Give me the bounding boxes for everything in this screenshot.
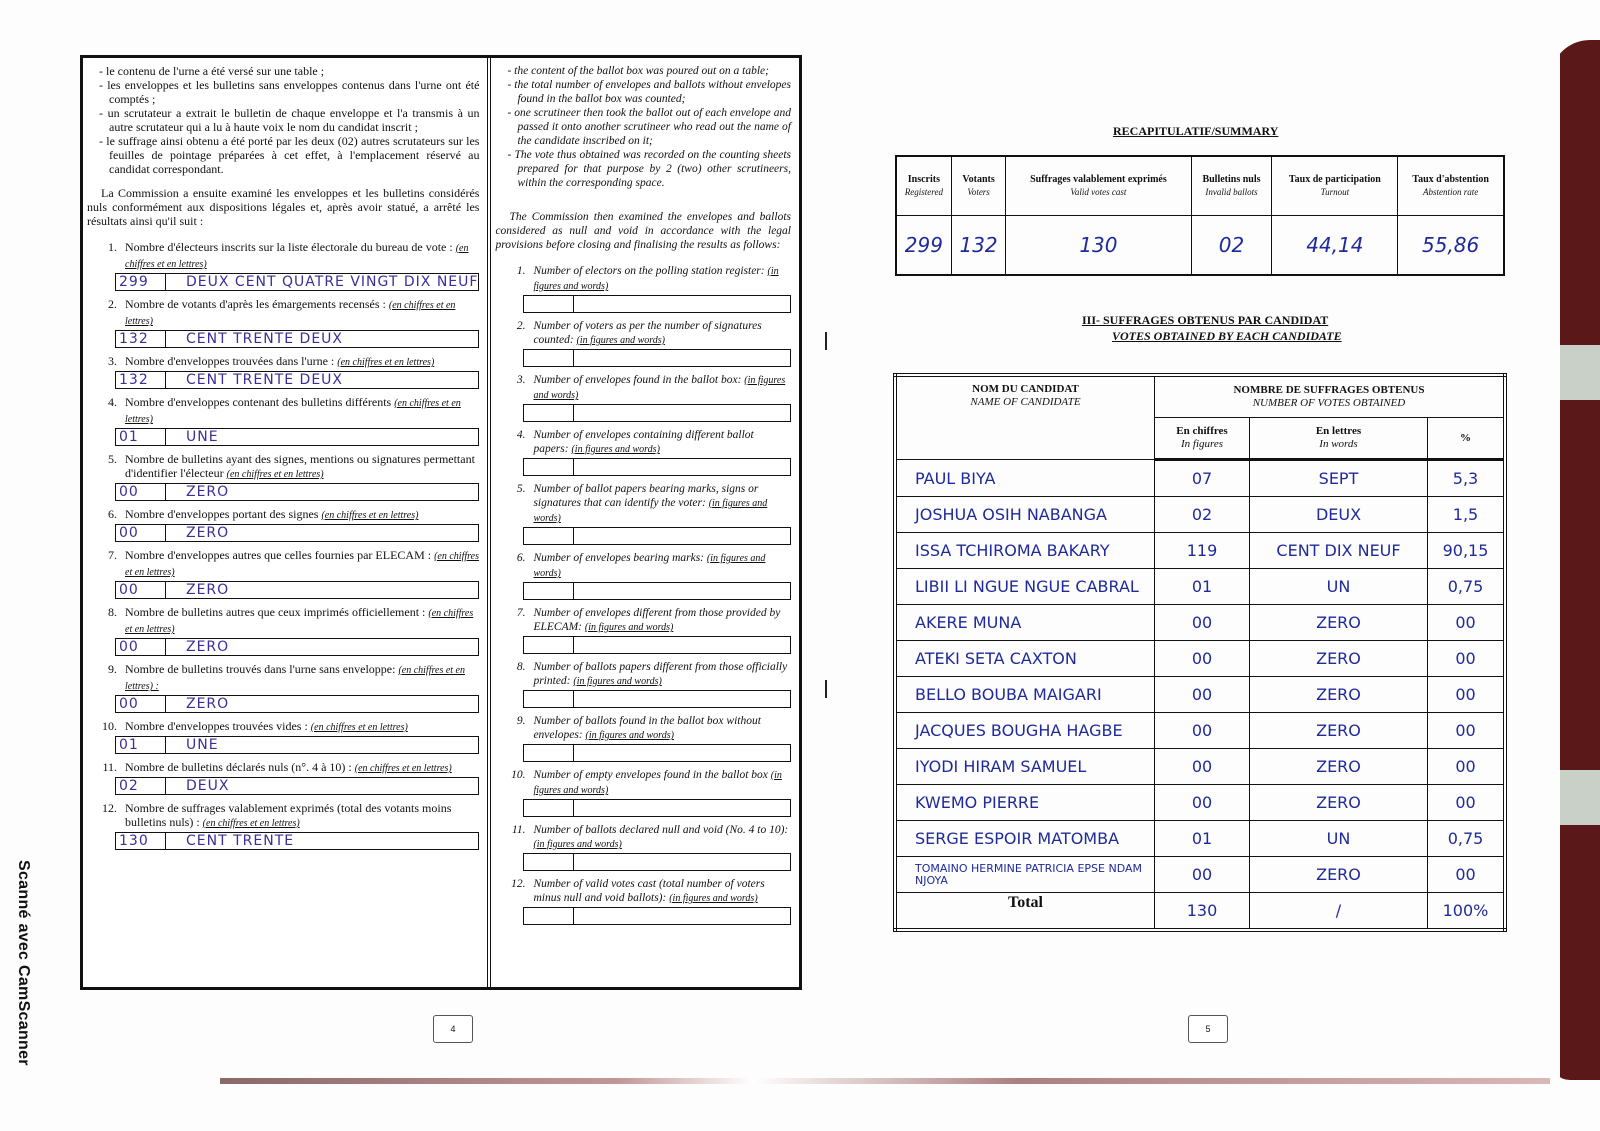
english-item-3 <box>499 373 791 422</box>
answer-box[interactable] <box>523 690 791 708</box>
answer-figures[interactable]: 00 <box>116 525 166 541</box>
item-number: 7. <box>516 607 526 619</box>
candidate-votes-words: ZERO <box>1250 677 1428 713</box>
french-item-2 <box>91 297 479 348</box>
item-number: 8. <box>516 661 526 673</box>
summary-values-row <box>896 216 1504 276</box>
candidate-row <box>895 749 1505 785</box>
answer-figures[interactable] <box>524 405 574 421</box>
candidates-title-fr: III- SUFFRAGES OBTENUS PAR CANDIDAT <box>1082 313 1329 327</box>
candidate-votes-words: ZERO <box>1250 641 1428 677</box>
answer-figures[interactable] <box>524 528 574 544</box>
answer-box[interactable] <box>115 273 479 291</box>
item-question <box>499 823 791 852</box>
candidate-row <box>895 713 1505 749</box>
item-hint: (en chiffres et en lettres) <box>226 469 324 480</box>
candidate-percent: 00 <box>1428 605 1506 641</box>
english-procedure-list <box>499 64 791 190</box>
answer-words[interactable]: ZERO <box>186 640 230 654</box>
item-hint: (en chiffres et en lettres) <box>125 243 469 270</box>
answer-figures[interactable]: 00 <box>116 639 166 655</box>
english-item-12 <box>499 877 791 925</box>
item-question <box>499 551 791 581</box>
summary-header-voters: Votants Voters <box>951 156 1006 216</box>
candidate-percent: 1,5 <box>1428 497 1506 533</box>
english-item-9 <box>499 714 791 762</box>
header-in-words: En lettres In words <box>1250 418 1428 460</box>
item-text: Nombre d'électeurs inscrits sur la liste électorale du bureau de vote : (en chiffres et en lettres) <box>125 240 469 270</box>
candidate-name: BELLO BOUBA MAIGARI <box>895 677 1155 713</box>
answer-figures[interactable] <box>524 691 574 707</box>
french-procedure-list <box>91 64 479 176</box>
answer-words[interactable]: CENT TRENTE <box>186 834 295 848</box>
answer-words[interactable]: ZERO <box>186 697 230 711</box>
english-item-8 <box>499 660 791 708</box>
item-text: Number of envelopes found in the ballot box: (in figures and words) <box>533 374 786 401</box>
item-text: Number of voters as per the number of signatures counted: (in figures and words) <box>533 320 762 346</box>
french-item-8 <box>91 605 479 656</box>
item-number: 3. <box>516 374 526 386</box>
french-item-11 <box>91 760 479 795</box>
english-intro: The Commission then examined the envelopes and ballots considered as null and void in accordance with the legal provisions before closing and finalising the results as follows: <box>495 211 791 251</box>
french-item-1 <box>91 240 479 291</box>
candidates-table <box>893 373 1507 932</box>
answer-figures[interactable]: 130 <box>116 833 166 849</box>
summary-valid-votes-value: 130 <box>1006 216 1191 276</box>
candidate-row <box>895 821 1505 857</box>
candidate-name: KWEMO PIERRE <box>895 785 1155 821</box>
candidate-votes-words: UN <box>1250 569 1428 605</box>
summary-header-row <box>896 156 1504 216</box>
candidate-percent: 00 <box>1428 677 1506 713</box>
summary-registered-value: 299 <box>896 216 951 276</box>
french-item-9 <box>91 662 479 713</box>
item-question <box>91 297 479 329</box>
candidate-row <box>895 677 1505 713</box>
candidate-votes-words: ZERO <box>1250 785 1428 821</box>
candidate-name: PAUL BIYA <box>895 460 1155 497</box>
header-candidate-name: NOM DU CANDIDAT NAME OF CANDIDATE <box>895 375 1155 460</box>
candidate-name: TOMAINO HERMINE PATRICIA EPSE NDAM NJOYA <box>895 857 1155 893</box>
summary-header-invalid: Bulletins nuls Invalid ballots <box>1191 156 1272 216</box>
item-number: 11. <box>102 760 117 774</box>
candidate-votes-words: ZERO <box>1250 749 1428 785</box>
candidate-votes-words: ZERO <box>1250 605 1428 641</box>
item-number: 10. <box>102 719 117 733</box>
candidate-votes-figures: 00 <box>1155 605 1250 641</box>
item-number: 9. <box>108 662 117 676</box>
candidates-header-row <box>895 375 1505 418</box>
candidate-row <box>895 785 1505 821</box>
candidate-votes-figures: 07 <box>1155 460 1250 497</box>
candidate-votes-words: CENT DIX NEUF <box>1250 533 1428 569</box>
answer-words[interactable]: ZERO <box>186 485 230 499</box>
candidate-name: ATEKI SETA CAXTON <box>895 641 1155 677</box>
item-text: Number of valid votes cast (total number of voters minus null and void ballots): (in figures and words) <box>533 878 765 904</box>
summary-abstention-value: 55,86 <box>1398 216 1504 276</box>
answer-figures[interactable] <box>524 800 574 816</box>
total-words: / <box>1250 893 1428 931</box>
item-text: Nombre de bulletins déclarés nuls (n°. 4 à 10) : (en chiffres et en lettres) <box>125 760 452 774</box>
candidate-name: SERGE ESPOIR MATOMBA <box>895 821 1155 857</box>
item-text: Nombre de votants d'après les émargements recensés : (en chiffres et en lettres) <box>125 297 456 327</box>
candidate-name: IYODI HIRAM SAMUEL <box>895 749 1155 785</box>
item-text: Nombre d'enveloppes portant des signes (en chiffres et en lettres) <box>125 507 419 521</box>
english-item-5 <box>499 482 791 545</box>
summary-voters-value: 132 <box>951 216 1006 276</box>
item-hint: (en chiffres et en lettres) <box>337 357 435 368</box>
english-bullet: - the total number of envelopes and ballots without envelopes found in the ballot box was counted; <box>517 78 791 106</box>
summary-title: RECAPITULATIF/SUMMARY <box>1113 124 1279 138</box>
answer-figures[interactable]: 132 <box>116 372 166 388</box>
answer-box[interactable] <box>523 349 791 367</box>
answer-words[interactable]: UNE <box>186 430 219 444</box>
item-hint: (in figures and words) <box>669 893 758 904</box>
candidate-row <box>895 641 1505 677</box>
answer-figures[interactable] <box>524 459 574 475</box>
candidate-votes-figures: 00 <box>1155 857 1250 893</box>
item-question <box>499 482 791 526</box>
item-number: 6. <box>516 552 526 564</box>
item-hint: (in figures and words) <box>533 498 768 524</box>
answer-box[interactable] <box>115 371 479 389</box>
item-text: Number of ballots found in the ballot box without envelopes: (in figures and words) <box>533 715 761 741</box>
item-text: Number of electors on the polling station register: (in figures and words) <box>533 265 779 292</box>
answer-figures[interactable] <box>524 296 574 312</box>
french-item-10 <box>91 719 479 754</box>
candidate-votes-figures: 00 <box>1155 677 1250 713</box>
answer-box[interactable] <box>115 581 479 599</box>
answer-box[interactable] <box>115 428 479 446</box>
candidate-row <box>895 569 1505 605</box>
summary-header-registered: Inscrits Registered <box>896 156 951 216</box>
english-item-6 <box>499 551 791 600</box>
item-question <box>499 768 791 798</box>
item-number: 9. <box>516 715 526 727</box>
candidate-percent: 00 <box>1428 713 1506 749</box>
candidate-name: ISSA TCHIROMA BAKARY <box>895 533 1155 569</box>
item-question <box>91 605 479 637</box>
candidate-percent: 00 <box>1428 749 1506 785</box>
item-hint: (en chiffres et en lettres) <box>125 608 474 635</box>
answer-box[interactable] <box>115 736 479 754</box>
answer-box[interactable] <box>523 527 791 545</box>
bottom-edge-strip <box>220 1078 1550 1084</box>
summary-header-turnout: Taux de participation Turnout <box>1272 156 1398 216</box>
french-column <box>83 58 491 987</box>
answer-box[interactable] <box>115 777 479 795</box>
answer-figures[interactable] <box>524 350 574 366</box>
answer-figures[interactable] <box>524 637 574 653</box>
answer-box[interactable] <box>115 330 479 348</box>
candidate-votes-words: DEUX <box>1250 497 1428 533</box>
english-item-10 <box>499 768 791 817</box>
page-number-right: 5 <box>1188 1015 1228 1043</box>
candidate-votes-figures: 00 <box>1155 785 1250 821</box>
item-question <box>91 395 479 427</box>
candidate-percent: 00 <box>1428 641 1506 677</box>
answer-figures[interactable]: 01 <box>116 737 166 753</box>
item-question <box>91 719 479 735</box>
english-bullet: - one scrutineer then took the ballot out of each envelope and passed it onto another scrutineer who read out the name of the candidate inscribed on it; <box>517 106 791 148</box>
answer-box[interactable] <box>523 907 791 925</box>
item-number: 5. <box>516 483 526 495</box>
item-number: 2. <box>516 320 526 332</box>
french-bullet: - le contenu de l'urne a été versé sur une table ; <box>109 64 479 78</box>
item-number: 7. <box>108 548 117 562</box>
candidate-row <box>895 857 1505 893</box>
header-votes-obtained: NOMBRE DE SUFFRAGES OBTENUS NUMBER OF VOTES OBTAINED <box>1155 375 1506 418</box>
answer-box[interactable] <box>523 458 791 476</box>
item-number: 12. <box>102 801 117 815</box>
french-item-3 <box>91 354 479 389</box>
french-item-4 <box>91 395 479 446</box>
answer-words[interactable]: CENT TRENTE DEUX <box>186 332 344 346</box>
candidates-title-en: VOTES OBTAINED BY EACH CANDIDATE <box>1112 329 1342 343</box>
english-item-11 <box>499 823 791 871</box>
item-hint: (in figures and words) <box>533 553 766 579</box>
answer-figures[interactable]: 00 <box>116 582 166 598</box>
item-number: 1. <box>108 240 117 254</box>
english-bullet: - the content of the ballot box was poured out on a table; <box>517 64 791 78</box>
left-page-form <box>80 55 802 990</box>
item-hint: (in figures and words) <box>584 622 674 633</box>
item-text: Number of envelopes bearing marks: (in figures and words) <box>533 552 766 579</box>
candidate-votes-figures: 01 <box>1155 569 1250 605</box>
item-text: Number of ballots declared null and void (No. 4 to 10): (in figures and words) <box>533 824 789 850</box>
english-items-list <box>499 264 791 925</box>
candidate-row <box>895 460 1505 497</box>
item-hint: (in figures and words) <box>533 266 779 292</box>
page-number-left: 4 <box>433 1015 473 1043</box>
item-question <box>499 877 791 906</box>
candidate-row <box>895 533 1505 569</box>
candidate-percent: 5,3 <box>1428 460 1506 497</box>
answer-figures[interactable]: 01 <box>116 429 166 445</box>
summary-header-valid-votes: Suffrages valablement exprimés Valid votes cast <box>1006 156 1191 216</box>
item-question <box>499 606 791 635</box>
answer-words[interactable]: CENT TRENTE DEUX <box>186 373 344 387</box>
answer-box[interactable] <box>523 853 791 871</box>
english-bullet: - The vote thus obtained was recorded on the counting sheets prepared for that purpose by 2 (two) other scrutineers, within the corresponding space. <box>517 148 791 190</box>
item-hint: (in figures and words) <box>533 770 782 796</box>
candidate-votes-figures: 119 <box>1155 533 1250 569</box>
camscanner-watermark: Scanné avec CamScanner <box>15 860 32 1066</box>
item-hint: (in figures and words) <box>571 444 660 455</box>
item-question <box>91 548 479 580</box>
item-hint: (en chiffres et en lettres) <box>125 398 461 425</box>
answer-figures[interactable]: 02 <box>116 778 166 794</box>
item-hint: (en chiffres et en lettres) <box>310 722 408 733</box>
answer-box[interactable] <box>523 799 791 817</box>
item-number: 11. <box>511 824 526 836</box>
answer-words[interactable]: DEUX CENT QUATRE VINGT DIX NEUF <box>186 275 479 289</box>
item-text: Number of empty envelopes found in the ballot box (in figures and words) <box>533 769 782 796</box>
item-question <box>91 354 479 370</box>
candidate-percent: 0,75 <box>1428 569 1506 605</box>
answer-box[interactable] <box>523 744 791 762</box>
item-number: 1. <box>516 265 526 277</box>
answer-figures[interactable] <box>524 745 574 761</box>
answer-box[interactable] <box>115 638 479 656</box>
total-label: Total <box>895 893 1155 931</box>
margin-mark <box>825 680 827 698</box>
candidate-name: LIBII LI NGUE NGUE CABRAL <box>895 569 1155 605</box>
answer-box[interactable] <box>523 295 791 313</box>
item-text: Nombre d'enveloppes trouvées dans l'urne : (en chiffres et en lettres) <box>125 354 435 368</box>
french-bullet: - les enveloppes et les bulletins sans enveloppes contenus dans l'urne ont été comptés ; <box>109 78 479 106</box>
answer-figures[interactable]: 132 <box>116 331 166 347</box>
candidate-row <box>895 497 1505 533</box>
answer-figures[interactable]: 299 <box>116 274 166 290</box>
french-item-5 <box>91 452 479 501</box>
item-number: 6. <box>108 507 117 521</box>
candidate-percent: 00 <box>1428 857 1506 893</box>
answer-box[interactable] <box>115 832 479 850</box>
item-hint: (en chiffres et en lettres) <box>125 300 456 327</box>
item-hint: (en chiffres et en lettres) <box>202 818 300 829</box>
item-question <box>91 760 479 776</box>
answer-words[interactable]: ZERO <box>186 526 230 540</box>
candidate-votes-words: ZERO <box>1250 857 1428 893</box>
item-question <box>499 714 791 743</box>
header-in-figures: En chiffres In figures <box>1155 418 1250 460</box>
item-hint: (en chiffres et en lettres) : <box>125 665 465 692</box>
french-item-7 <box>91 548 479 599</box>
item-number: 5. <box>108 452 117 466</box>
french-item-6 <box>91 507 479 542</box>
answer-box[interactable] <box>115 695 479 713</box>
item-question <box>91 507 479 523</box>
item-text: Nombre de suffrages valablement exprimés (total des votants moins bulletins nuls) : (en chiffres et en lettres) <box>125 801 452 829</box>
answer-box[interactable] <box>523 582 791 600</box>
item-text: Nombre de bulletins autres que ceux imprimés officiellement : (en chiffres et en lettres) <box>125 605 474 635</box>
item-number: 2. <box>108 297 117 311</box>
item-hint: (in figures and words) <box>573 676 662 687</box>
english-column <box>491 58 799 987</box>
answer-figures[interactable] <box>524 854 574 870</box>
item-hint: (in figures and words) <box>576 335 665 346</box>
french-intro: La Commission a ensuite examiné les enveloppes et les bulletins considérés nuls conformément aux dispositions légales et, après avoir statué, a arrêté les résultats ainsi qu'il suit : <box>87 186 480 228</box>
summary-header-abstention: Taux d'abstention Abstention rate <box>1398 156 1504 216</box>
candidate-votes-words: SEPT <box>1250 460 1428 497</box>
answer-words[interactable]: DEUX <box>186 779 230 793</box>
item-hint: (in figures and words) <box>533 375 786 401</box>
candidate-votes-figures: 00 <box>1155 713 1250 749</box>
item-question <box>499 264 791 294</box>
answer-figures[interactable] <box>524 583 574 599</box>
item-hint: (en chiffres et en lettres) <box>125 551 479 578</box>
header-percent: % <box>1428 418 1506 460</box>
candidate-rows <box>895 460 1505 893</box>
total-percent: 100% <box>1428 893 1506 931</box>
answer-box[interactable] <box>523 404 791 422</box>
item-hint: (en chiffres et en lettres) <box>354 763 452 774</box>
item-number: 8. <box>108 605 117 619</box>
margin-mark <box>825 332 827 350</box>
item-number: 4. <box>108 395 117 409</box>
french-bullet: - le suffrage ainsi obtenu a été porté par les deux (02) autres scrutateurs sur les feuilles de pointage préparées à cet effet, à l'emplacement réservé au candidat correspondant. <box>109 134 479 176</box>
item-question <box>499 660 791 689</box>
answer-box[interactable] <box>523 636 791 654</box>
item-text: Number of envelopes containing different ballot papers: (in figures and words) <box>533 429 754 455</box>
item-question <box>91 452 479 482</box>
item-number: 10. <box>511 769 526 781</box>
item-text: Number of envelopes different from those provided by ELECAM: (in figures and words) <box>533 607 781 633</box>
english-item-2 <box>499 319 791 367</box>
answer-words[interactable]: ZERO <box>186 583 230 597</box>
item-text: Nombre d'enveloppes autres que celles fournies par ELECAM : (en chiffres et en lettres) <box>125 548 479 578</box>
item-number: 12. <box>511 878 526 890</box>
answer-figures[interactable] <box>524 908 574 924</box>
total-figures: 130 <box>1155 893 1250 931</box>
item-question <box>91 240 479 272</box>
english-item-1 <box>499 264 791 313</box>
item-text: Nombre d'enveloppes contenant des bulletins différents (en chiffres et en lettres) <box>125 395 461 425</box>
candidate-votes-figures: 00 <box>1155 749 1250 785</box>
summary-turnout-value: 44,14 <box>1272 216 1398 276</box>
item-text: Nombre d'enveloppes trouvées vides : (en chiffres et en lettres) <box>125 719 408 733</box>
item-question <box>91 801 479 831</box>
item-question <box>499 319 791 348</box>
english-item-4 <box>499 428 791 476</box>
candidate-votes-words: UN <box>1250 821 1428 857</box>
item-question <box>499 428 791 457</box>
candidate-percent: 0,75 <box>1428 821 1506 857</box>
candidate-percent: 90,15 <box>1428 533 1506 569</box>
item-text: Number of ballot papers bearing marks, signs or signatures that can identify the voter: (in figures and words) <box>533 483 768 524</box>
french-bullet: - un scrutateur a extrait le bulletin de chaque enveloppe et l'a transmis à un autre scrutateur qui a lu à haute voix le nom du candidat inscrit ; <box>109 106 479 134</box>
candidate-votes-figures: 02 <box>1155 497 1250 533</box>
french-item-12 <box>91 801 479 850</box>
item-text: Nombre de bulletins ayant des signes, mentions ou signatures permettant d'identifier l'électeur (en chiffres et en lettres) <box>125 452 475 480</box>
candidate-name: AKERE MUNA <box>895 605 1155 641</box>
answer-box[interactable] <box>115 483 479 501</box>
answer-figures[interactable]: 00 <box>116 696 166 712</box>
candidates-total-row <box>895 893 1505 931</box>
candidate-votes-figures: 00 <box>1155 641 1250 677</box>
item-question <box>499 373 791 403</box>
item-number: 3. <box>108 354 117 368</box>
item-hint: (in figures and words) <box>533 839 622 850</box>
item-hint: (in figures and words) <box>585 730 674 741</box>
answer-box[interactable] <box>115 524 479 542</box>
item-text: Nombre de bulletins trouvés dans l'urne sans enveloppe: (en chiffres et en lettres) : <box>125 662 465 692</box>
candidate-percent: 00 <box>1428 785 1506 821</box>
answer-words[interactable]: UNE <box>186 738 219 752</box>
candidate-row <box>895 605 1505 641</box>
answer-figures[interactable]: 00 <box>116 484 166 500</box>
item-number: 4. <box>516 429 526 441</box>
french-items-list <box>91 240 479 850</box>
candidate-name: JACQUES BOUGHA HAGBE <box>895 713 1155 749</box>
candidate-name: JOSHUA OSIH NABANGA <box>895 497 1155 533</box>
candidate-votes-words: ZERO <box>1250 713 1428 749</box>
item-question <box>91 662 479 694</box>
item-hint: (en chiffres et en lettres) <box>321 510 419 521</box>
candidate-votes-figures: 01 <box>1155 821 1250 857</box>
english-item-7 <box>499 606 791 654</box>
item-text: Number of ballots papers different from those officially printed: (in figures and words) <box>533 661 788 687</box>
summary-invalid-value: 02 <box>1191 216 1272 276</box>
summary-table <box>895 155 1505 276</box>
